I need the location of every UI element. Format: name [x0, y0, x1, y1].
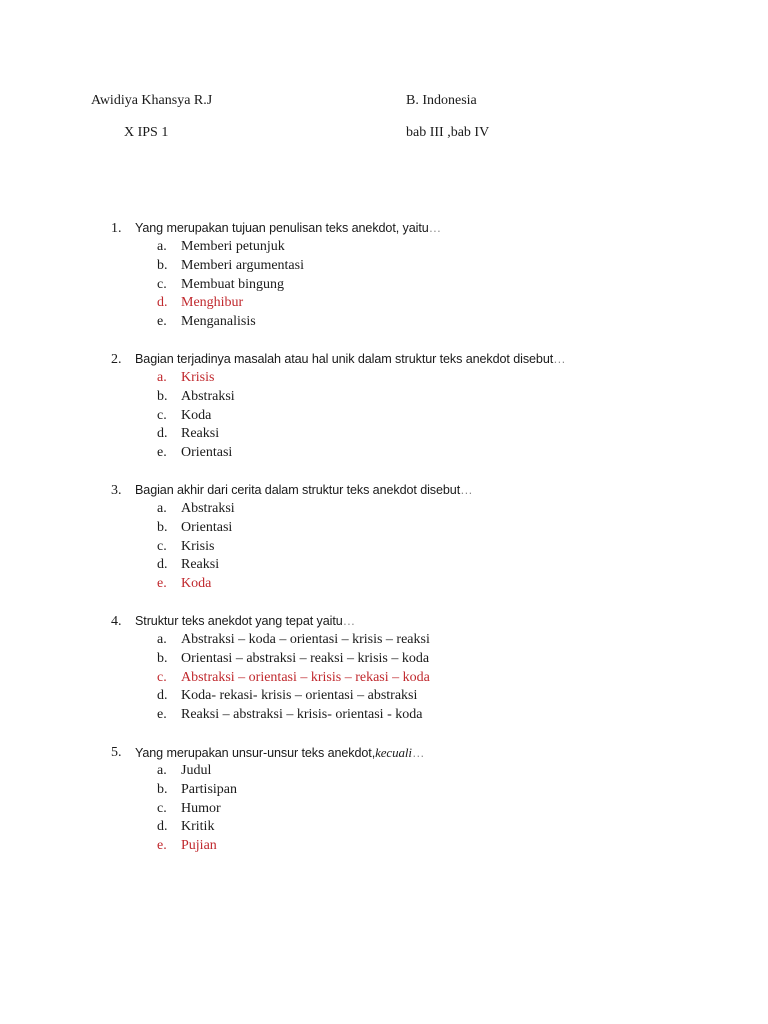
answer-option	[157, 407, 731, 426]
option-text: Koda	[181, 407, 212, 423]
option-letter: a.	[157, 500, 167, 516]
answer-option	[157, 538, 731, 557]
option-text: Orientasi – abstraksi – reaksi – krisis – koda	[181, 650, 430, 666]
question-text	[135, 612, 355, 631]
question-ellipsis: …	[460, 482, 473, 497]
option-text: Abstraksi – koda – orientasi – krisis – reaksi	[181, 631, 430, 647]
option-text: Orientasi	[181, 519, 233, 535]
question-ellipsis: …	[342, 613, 356, 628]
question-text	[135, 219, 441, 238]
option-letter: a.	[157, 369, 167, 385]
student-name: Awidiya Khansya R.J	[91, 93, 213, 108]
answer-option-correct	[157, 294, 731, 313]
answer-option	[157, 706, 731, 725]
answer-option-correct	[157, 369, 731, 388]
option-text: Orientasi	[181, 445, 233, 461]
option-text: Krisis	[181, 369, 215, 385]
option-text: Memberi petunjuk	[181, 239, 285, 254]
answer-option	[157, 425, 731, 444]
question-text-main: Yang merupakan unsur-unsur teks anekdot,	[135, 745, 376, 760]
question-1	[111, 219, 731, 332]
answer-options	[157, 369, 731, 463]
option-letter: a.	[157, 762, 167, 778]
option-letter: c.	[157, 276, 167, 292]
option-text: Menganalisis	[181, 314, 256, 330]
option-letter: e.	[157, 314, 167, 330]
question-text-main: Bagian terjadinya masalah atau hal unik dalam struktur teks anekdot disebut	[135, 351, 554, 366]
option-letter: c.	[157, 407, 167, 423]
answer-option	[157, 818, 731, 837]
option-text: Partisipan	[181, 781, 237, 797]
answer-option	[157, 444, 731, 463]
option-text: Humor	[181, 800, 221, 816]
option-text: Reaksi – abstraksi – krisis- orientasi - koda	[181, 707, 423, 723]
option-text: Pujian	[181, 838, 217, 854]
option-letter: c.	[157, 800, 167, 816]
option-letter: c.	[157, 538, 167, 554]
option-text: Kritik	[181, 819, 215, 835]
option-letter: e.	[157, 707, 167, 723]
option-letter: d.	[157, 819, 168, 835]
question-text-main: Bagian akhir dari cerita dalam struktur teks anekdot disebut	[135, 482, 461, 497]
option-text: Membuat bingung	[181, 276, 285, 292]
option-letter: d.	[157, 688, 168, 704]
subject-label: B. Indonesia	[406, 93, 477, 108]
question-text-main: Struktur teks anekdot yang tepat yaitu	[135, 613, 343, 628]
answer-options	[157, 631, 731, 725]
question-number: 3.	[111, 482, 122, 498]
answer-option-correct	[157, 837, 731, 856]
option-text: Reaksi	[181, 557, 220, 573]
answer-option	[157, 800, 731, 819]
question-emphasis: kecuali	[375, 744, 412, 760]
answer-option-correct	[157, 669, 731, 688]
option-text: Koda- rekasi- krisis – orientasi – abstraksi	[181, 688, 418, 704]
answer-options	[157, 500, 731, 594]
option-letter: b.	[157, 388, 168, 404]
question-text	[135, 350, 566, 369]
answer-option	[157, 388, 731, 407]
option-letter: c.	[157, 669, 167, 685]
option-text: Menghibur	[181, 295, 244, 311]
answer-option-correct	[157, 575, 731, 594]
answer-option	[157, 500, 731, 519]
option-letter: e.	[157, 576, 167, 592]
answer-option	[157, 781, 731, 800]
option-text: Reaksi	[181, 426, 220, 442]
option-text: Abstraksi – orientasi – krisis – rekasi – koda	[181, 669, 430, 685]
question-text	[135, 743, 424, 762]
answer-option	[157, 257, 731, 276]
question-list	[111, 219, 731, 874]
option-text: Krisis	[181, 538, 215, 554]
option-text: Memberi argumentasi	[181, 257, 304, 273]
question-line	[111, 612, 731, 631]
question-number: 1.	[111, 221, 122, 236]
question-text	[135, 481, 473, 500]
answer-option	[157, 556, 731, 575]
question-4	[111, 612, 731, 725]
option-letter: b.	[157, 650, 168, 666]
answer-option	[157, 631, 731, 650]
option-letter: e.	[157, 838, 167, 854]
question-line	[111, 743, 731, 762]
question-3	[111, 481, 731, 594]
question-line	[111, 219, 731, 238]
option-letter: d.	[157, 426, 168, 442]
question-ellipsis: …	[411, 745, 425, 760]
option-text: Abstraksi	[181, 388, 235, 404]
answer-option	[157, 519, 731, 538]
option-text: Koda	[181, 576, 212, 592]
question-line	[111, 350, 731, 369]
option-letter: d.	[157, 557, 168, 573]
question-number: 4.	[111, 613, 122, 629]
answer-option	[157, 313, 731, 332]
question-number: 5.	[111, 744, 122, 760]
question-2	[111, 350, 731, 463]
option-letter: b.	[157, 257, 168, 273]
option-letter: e.	[157, 445, 167, 461]
question-number: 2.	[111, 351, 122, 367]
answer-options	[157, 238, 731, 332]
option-letter: a.	[157, 631, 167, 647]
answer-option	[157, 650, 731, 669]
option-letter: b.	[157, 781, 168, 797]
class-label: X IPS 1	[124, 125, 169, 140]
option-letter: b.	[157, 519, 168, 535]
question-text-main: Yang merupakan tujuan penulisan teks anekdot, yaitu	[135, 221, 429, 235]
question-line	[111, 481, 731, 500]
question-ellipsis: …	[428, 221, 442, 235]
answer-option	[157, 687, 731, 706]
option-letter: a.	[157, 239, 167, 254]
answer-options	[157, 762, 731, 856]
chapters-label: bab III ,bab IV	[406, 125, 490, 140]
option-letter: d.	[157, 295, 168, 311]
answer-option	[157, 762, 731, 781]
answer-option	[157, 238, 731, 257]
answer-option	[157, 276, 731, 295]
option-text: Abstraksi	[181, 500, 235, 516]
option-text: Judul	[181, 762, 212, 778]
question-ellipsis: …	[553, 351, 566, 366]
question-5	[111, 743, 731, 856]
